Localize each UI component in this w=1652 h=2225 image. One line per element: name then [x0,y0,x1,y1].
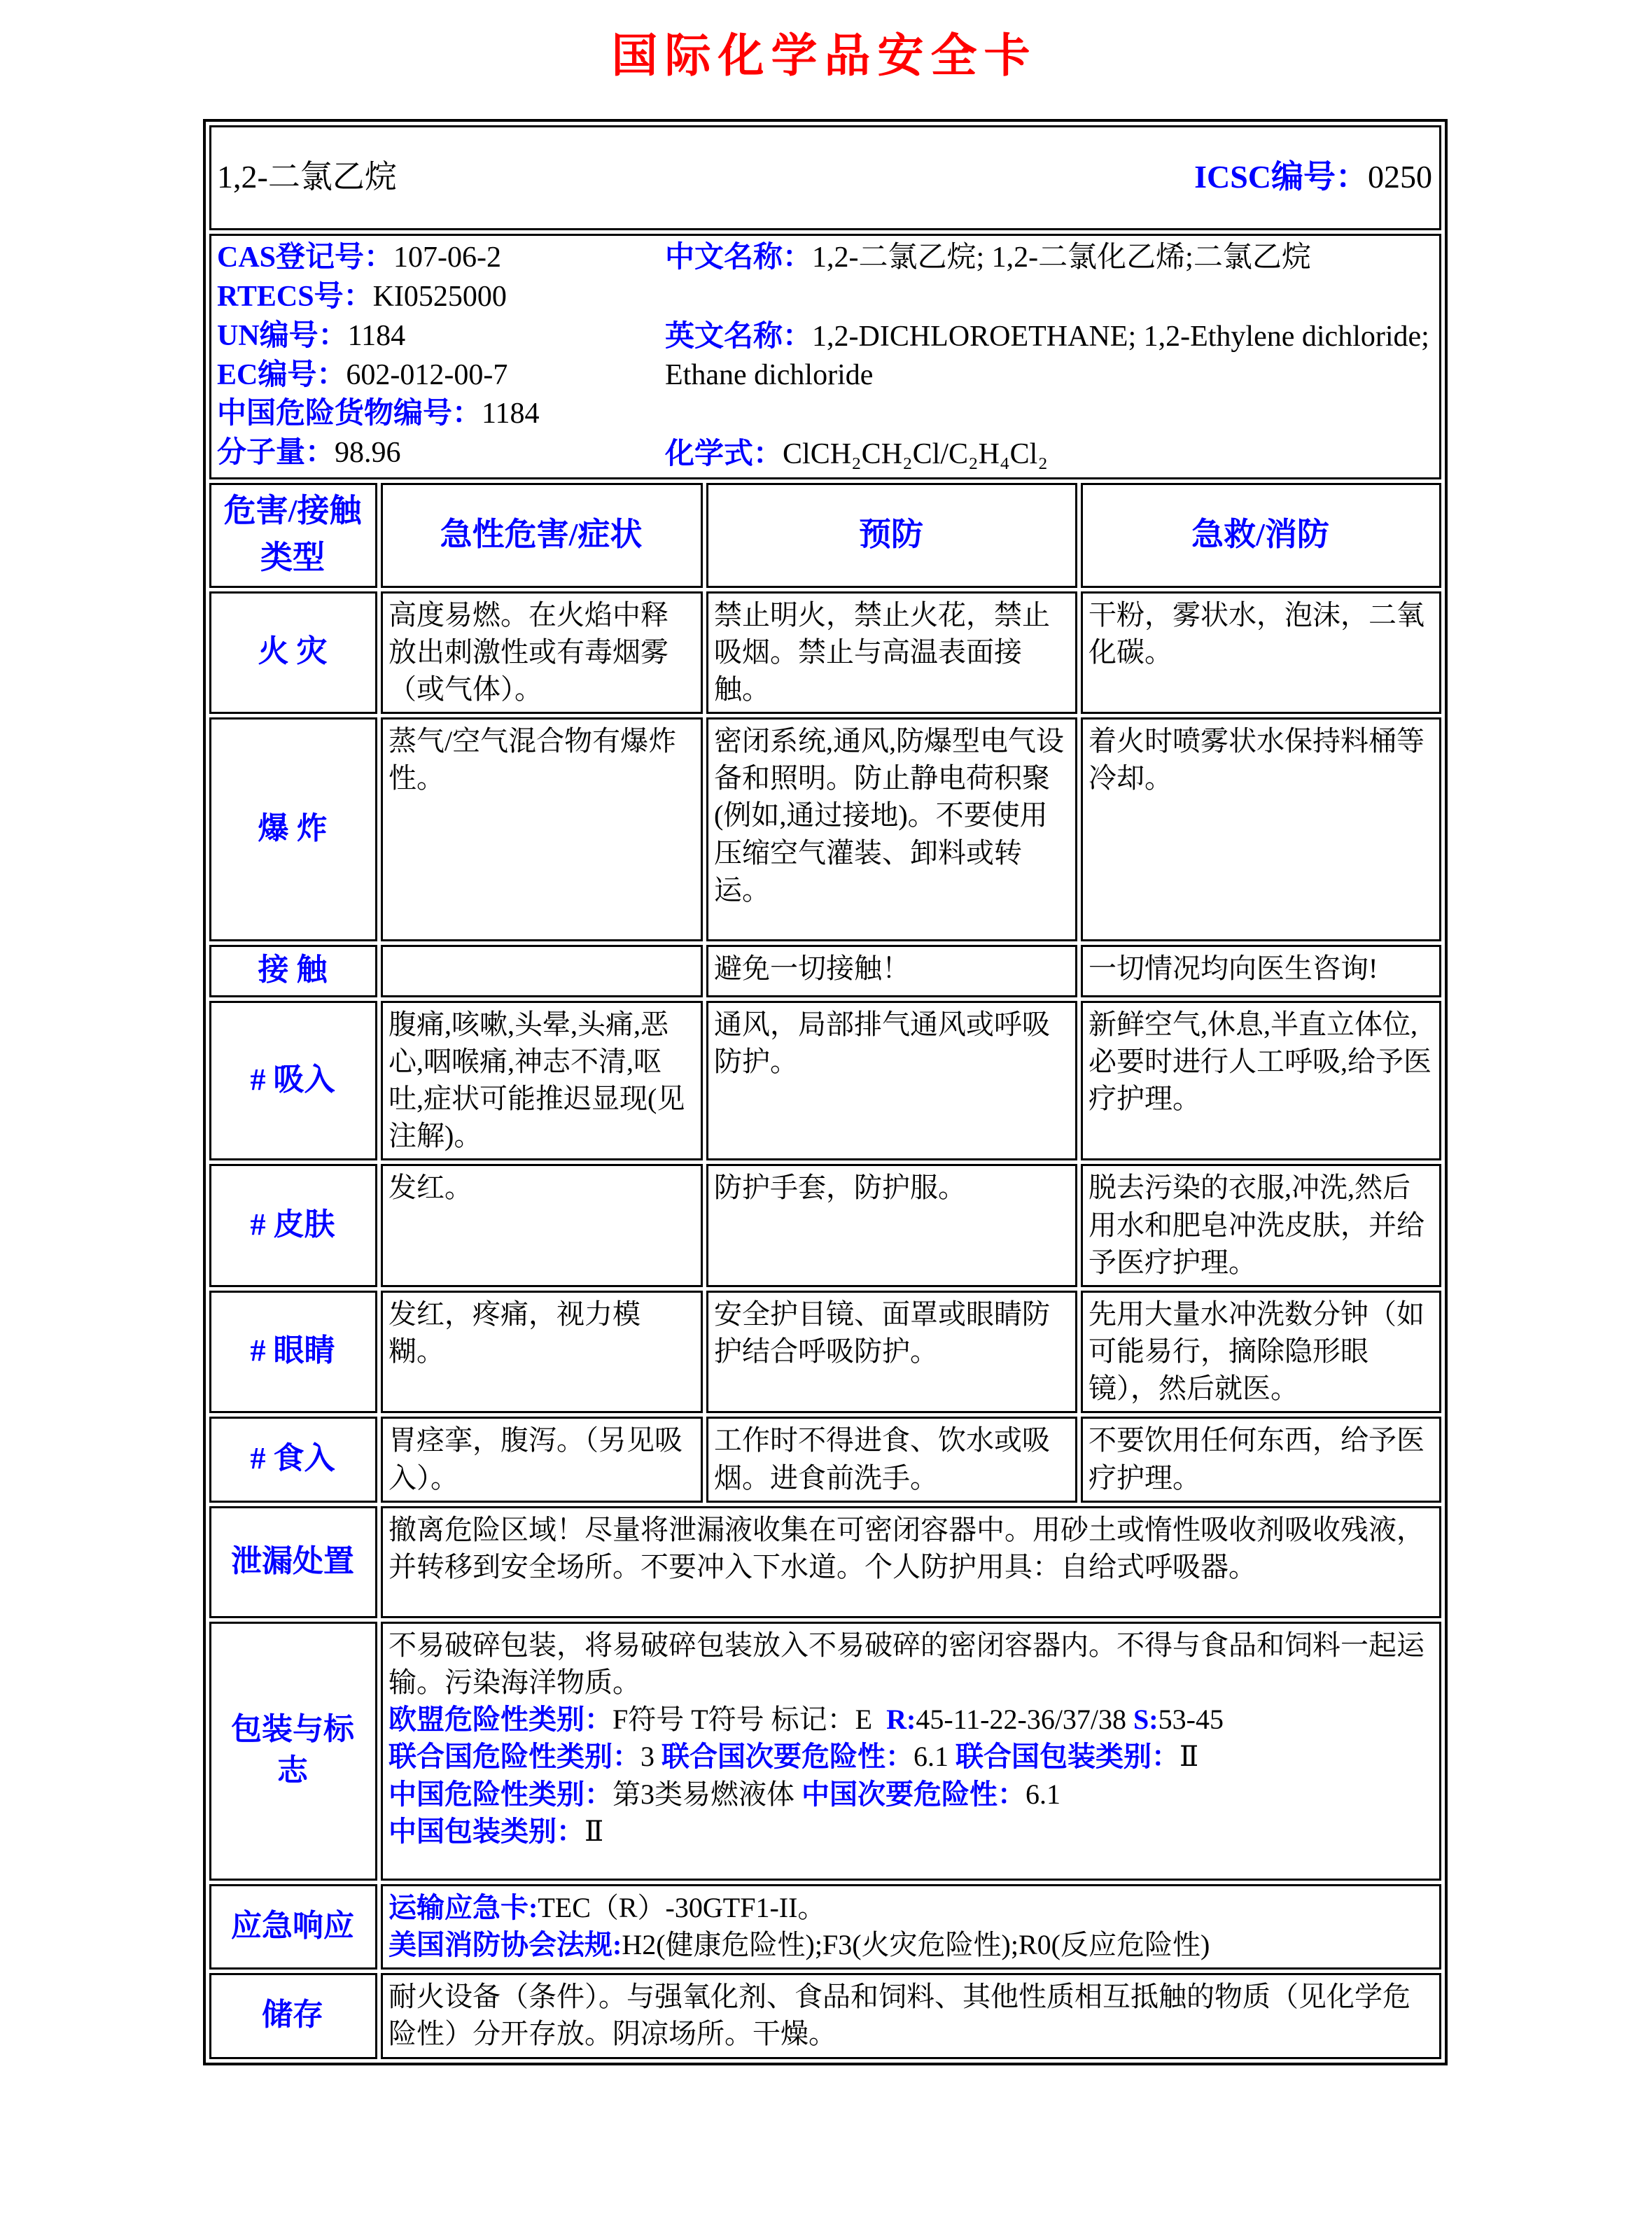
storage-row [209,1973,1441,2058]
nfpa-line [388,1926,1432,1963]
emergency-content [381,1884,1441,1970]
eyes-row-label: # 眼睛 [209,1291,377,1414]
inhalation-row [209,1001,1441,1161]
identifiers-cell [209,234,1441,479]
tec-line [388,1889,1432,1926]
rtecs-number-line [217,278,665,317]
skin-row-label: # 皮肤 [209,1164,377,1287]
cn-subsidiary-risk-label: 中国次要危险性： [802,1778,1026,1810]
un-number-line [217,317,665,356]
s-phrases-label: S: [1133,1704,1158,1736]
explosion-symptoms: 蒸气/空气混合物有爆炸性。 [381,717,703,941]
un-packing-group-value: Ⅱ [1180,1741,1199,1773]
eyes-row [209,1291,1441,1414]
cas-number-label: CAS登记号： [217,241,394,274]
ec-number-line [217,356,665,395]
emergency-row [209,1884,1441,1970]
cn-packing-group-value: Ⅱ [584,1815,604,1847]
skin-firstaid: 脱去污染的衣服,冲洗,然后用水和肥皂冲洗皮肤，并给予医疗护理。 [1081,1164,1441,1287]
exposure-firstaid: 一切情况均向医生咨询! [1081,945,1441,997]
un-hazard-class-value: 3 [640,1741,662,1773]
packaging-intro: 不易破碎包装，将易破碎包装放入不易破碎的密闭容器内。不得与食品和饲料一起运输。污染海洋物质。 [388,1629,1424,1699]
explosion-row-label: 爆 炸 [209,717,377,941]
spill-row [209,1506,1441,1618]
packaging-cn-pack-line [388,1813,1432,1850]
fire-row [209,591,1441,715]
substance-name: 1,2-二氯乙烷 [217,159,397,195]
chinese-name-line [665,239,1432,277]
eyes-firstaid: 先用大量水冲洗数分钟（如可能易行，摘除隐形眼镜），然后就医。 [1081,1291,1441,1414]
storage-content: 耐火设备（条件）。与强氧化剂、食品和饲料、其他性质相互抵触的物质（见化学危险性）分开存放。阴凉场所。干燥。 [381,1973,1441,2058]
fire-firstaid: 干粉，雾状水，泡沫，二氧化碳。 [1081,591,1441,715]
r-phrases-label: R: [886,1704,916,1736]
emergency-row-label: 应急响应 [209,1884,377,1970]
spill-row-label: 泄漏处置 [209,1506,377,1618]
substance-header-row [209,125,1441,230]
tec-card-label: 运输应急卡: [388,1891,538,1923]
exposure-prevention: 避免一切接触！ [706,945,1077,997]
header-acute-symptoms: 急性危害/症状 [381,483,703,587]
packaging-un-line [388,1738,1432,1775]
english-name-value: 1,2-DICHLOROETHANE; 1,2-Ethylene dichloride; Ethane dichloride [665,320,1429,391]
storage-row-label: 储存 [209,1973,377,2058]
skin-prevention: 防护手套，防护服。 [706,1164,1077,1287]
inhalation-prevention: 通风，局部排气通风或呼吸防护。 [706,1001,1077,1161]
explosion-prevention: 密闭系统,通风,防爆型电气设备和照明。防止静电荷积聚(例如,通过接地)。不要使用压缩空气灌装、卸料或转运。 [706,717,1077,941]
cn-packing-group-label: 中国包装类别： [388,1815,584,1847]
formula-label: 化学式： [665,437,783,470]
skin-symptoms: 发红。 [381,1164,703,1287]
china-dg-number-label: 中国危险货物编号： [217,398,482,430]
icsc-number [1194,155,1432,198]
formula-line [665,435,1432,474]
name-list [665,239,1432,473]
cas-number-value: 107-06-2 [393,241,502,274]
chinese-name-label: 中文名称： [665,241,813,274]
packaging-eu-line [388,1701,1432,1738]
ec-number-label: EC编号： [217,358,346,391]
s-phrases-value: 53-45 [1158,1704,1224,1736]
inhalation-firstaid: 新鲜空气,休息,半直立体位,必要时进行人工呼吸,给予医疗护理。 [1081,1001,1441,1161]
eyes-prevention: 安全护目镜、面罩或眼睛防护结合呼吸防护。 [706,1291,1077,1414]
identifier-list [217,239,665,473]
molecular-weight-line [217,434,665,473]
un-subsidiary-risk-value: 6.1 [913,1741,955,1773]
page-title: 国际化学品安全卡 [611,31,1037,82]
packaging-row [209,1622,1441,1881]
ingestion-row-label: # 食入 [209,1417,377,1502]
header-firstaid-firefighting: 急救/消防 [1081,483,1441,587]
ingestion-row [209,1417,1441,1502]
exposure-row-label: 接 触 [209,945,377,997]
cn-hazard-class-value: 第3类易燃液体 [612,1778,802,1810]
eu-hazard-class-value: F符号 T符号 标记：E [612,1704,887,1736]
fire-prevention: 禁止明火，禁止火花，禁止吸烟。禁止与高温表面接触。 [706,591,1077,715]
icsc-card-table [203,119,1448,2065]
un-hazard-class-label: 联合国危险性类别： [388,1741,640,1773]
packaging-row-label: 包装与标志 [209,1622,377,1881]
molecular-weight-value: 98.96 [335,437,401,470]
rtecs-number-label: RTECS号： [217,280,373,313]
fire-symptoms: 高度易燃。在火焰中释放出刺激性或有毒烟雾（或气体）。 [381,591,703,715]
packaging-cn-line [388,1776,1432,1813]
eu-hazard-class-label: 欧盟危险性类别： [388,1704,612,1736]
nfpa-code-value: H2(健康危险性);F3(火灾危险性);R0(反应危险性) [622,1929,1210,1961]
english-name-label: 英文名称： [665,320,813,353]
ingestion-symptoms: 胃痉挛，腹泻。（另见吸入）。 [381,1417,703,1502]
spill-content: 撤离危险区域！尽量将泄漏液收集在可密闭容器中。用砂土或惰性吸收剂吸收残液，并转移到安全场所。不要冲入下水道。个人防护用具：自给式呼吸器。 [381,1506,1441,1618]
formula-value: ClCH₂CH₂Cl/C₂H₄Cl₂ [783,437,1048,470]
header-prevention: 预防 [706,483,1077,587]
ec-number-value: 602-012-00-7 [346,358,508,391]
chinese-name-value: 1,2-二氯乙烷; 1,2-二氯化乙烯;二氯乙烷 [812,241,1311,274]
cas-number-line [217,239,665,278]
icsc-number-value: 0250 [1368,159,1433,195]
exposure-row [209,945,1441,997]
china-dg-number-value: 1184 [482,398,540,430]
un-number-value: 1184 [347,319,406,352]
un-subsidiary-risk-label: 联合国次要危险性： [662,1741,913,1773]
skin-row [209,1164,1441,1287]
nfpa-code-label: 美国消防协会法规: [388,1929,622,1961]
inhalation-row-label: # 吸入 [209,1001,377,1161]
fire-row-label: 火 灾 [209,591,377,715]
substance-header-cell [209,125,1441,230]
packaging-content [381,1622,1441,1881]
molecular-weight-label: 分子量： [217,437,335,470]
cn-hazard-class-label: 中国危险性类别： [388,1778,612,1810]
header-hazard-type: 危害/接触类型 [209,483,377,587]
ingestion-prevention: 工作时不得进食、饮水或吸烟。进食前洗手。 [706,1417,1077,1502]
english-name-line [665,318,1432,394]
inhalation-symptoms: 腹痛,咳嗽,头晕,头痛,恶心,咽喉痛,神志不清,呕吐,症状可能推迟显现(见注解)。 [381,1001,703,1161]
rtecs-number-value: KI0525000 [372,280,507,313]
explosion-row [209,717,1441,941]
hazard-header-row [209,483,1441,587]
tec-card-value: TEC（R）-30GTF1-II。 [538,1891,826,1923]
un-packing-group-label: 联合国包装类别： [955,1741,1180,1773]
ingestion-firstaid: 不要饮用任何东西，给予医疗护理。 [1081,1417,1441,1502]
identifiers-row [209,234,1441,479]
china-dg-number-line [217,395,665,434]
cn-subsidiary-risk-value: 6.1 [1026,1778,1060,1810]
explosion-firstaid: 着火时喷雾状水保持料桶等冷却。 [1081,717,1441,941]
un-number-label: UN编号： [217,319,348,352]
exposure-symptoms [381,945,703,997]
eyes-symptoms: 发红，疼痛，视力模糊。 [381,1291,703,1414]
icsc-number-label: ICSC编号： [1194,159,1368,195]
r-phrases-value: 45-11-22-36/37/38 [916,1704,1134,1736]
